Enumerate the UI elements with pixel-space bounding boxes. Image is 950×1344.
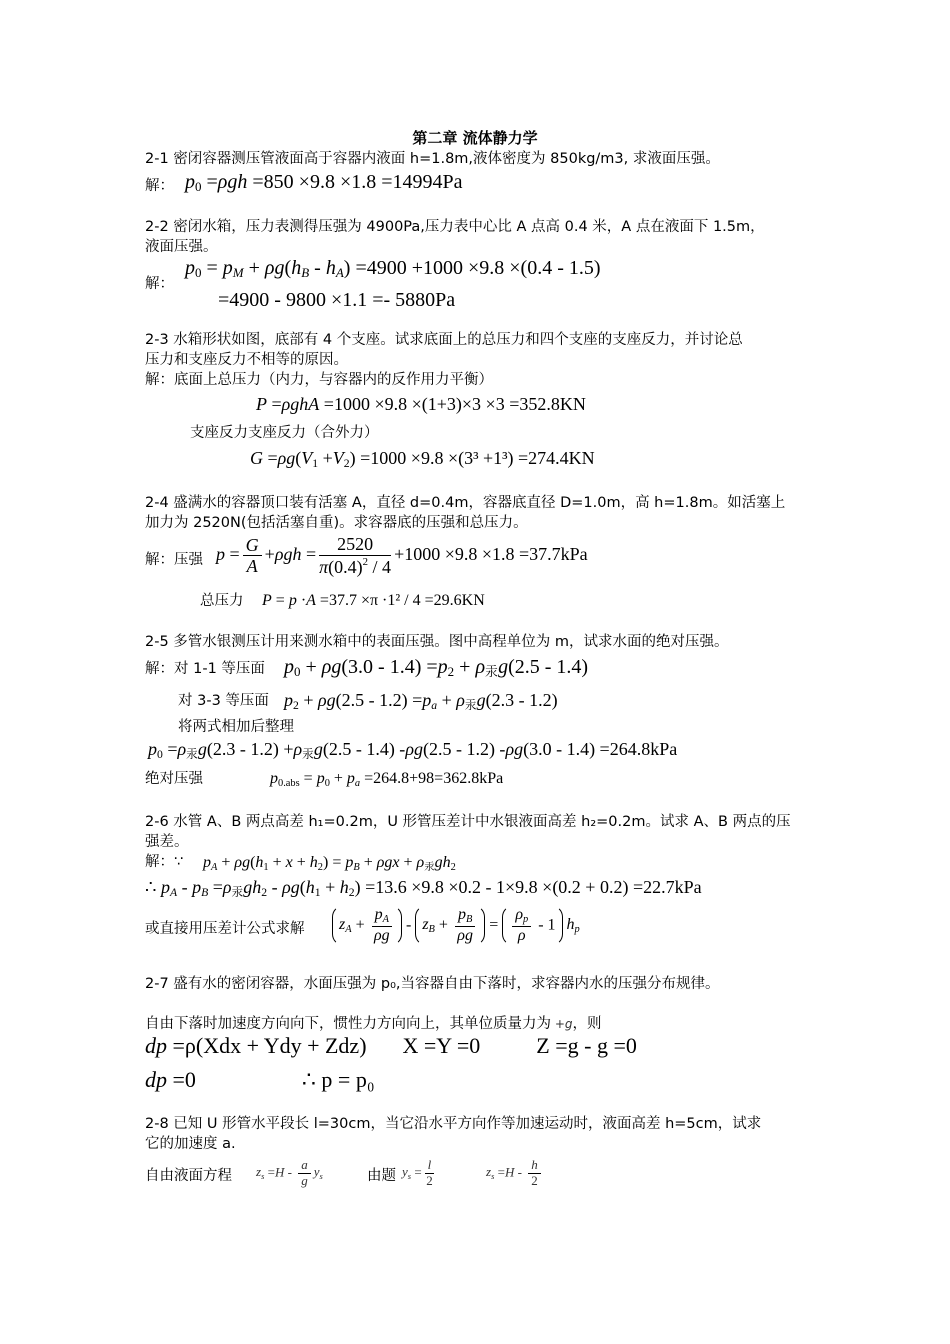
problem-2-8-statement-line2: 它的加速度 a. — [145, 1136, 236, 1152]
problem-2-6-equation-line2: ∴ $p_A - p_B =\rho_汞gh_2 - \rho g(h_1 + h_2) =13.6 \times 9.8 \times 0.2 - 1\times 9.8 \times(0.2 + 0.2) =22.7kPa$ — [145, 877, 702, 899]
problem-2-7-equation-line2: dp =0 ∴ p = p₀ — [145, 1067, 375, 1092]
problem-2-4-solution-line2: 总压力 — [200, 593, 244, 609]
problem-2-2-equation-line1: $p_0 = p_M + \rho g(h_B - h_A) =4900 +1000 \times 9.8 \times(0.4 - 1.5)$ — [185, 257, 601, 280]
problem-2-3-statement-line1: 2-3 水箱形状如图，底部有 4 个支座。试求底面上的总压力和四个支座的支座反力，并讨论总 — [145, 332, 743, 348]
problem-2-7-equation-line1: dp =ρ(Xdx + Ydy + Zdz) X =Y =0 Z =g - g =0 — [145, 1033, 637, 1058]
problem-2-5-statement: 2-5 多管水银测压计用来测水箱中的表面压强。图中高程单位为 m，试求水面的绝对压强。 — [145, 634, 729, 650]
problem-2-1-solution-label: 解： — [145, 178, 174, 194]
problem-2-2-statement-line2: 液面压强。 — [145, 239, 218, 255]
problem-2-8-solution-line1: 自由液面方程 — [145, 1168, 232, 1184]
problem-2-4-equation-line1: p = $\frac{G}{A}$ +ρgh = $\frac{2520}{\pi(0.4)^2 / 4}$ +1000 ×9.8 ×1.8 =37.7kPa — [216, 534, 588, 577]
problem-2-5-equation-line4: $p_{0.abs} = p_0 + p_a =264.8+98=362.8kPa$ — [270, 770, 504, 789]
problem-2-3-equation-line2: $G =\rho g(V_1 +V_2) =1000 \times 9.8 \times(3^3 +1^3) =274.4KN$ — [250, 448, 595, 470]
problem-2-1-equation: $p_0 =\rho gh =850 \times 9.8 \times 1.8 =14994Pa$ — [185, 171, 463, 194]
problem-2-5-solution-line2: 对 3-3 等压面 — [178, 693, 269, 709]
problem-2-4-statement-line1: 2-4 盛满水的容器顶口装有活塞 A，直径 d=0.4m，容器底直径 D=1.0m，高 h=1.8m。如活塞上 — [145, 495, 786, 511]
problem-2-8-statement-line1: 2-8 已知 U 形管水平段长 l=30cm，当它沿水平方向作等加速运动时，液面高差 h=5cm，试求 — [145, 1116, 762, 1132]
problem-2-7-solution-line1: 自由下落时加速度方向向下，惯性力方向向上，其单位质量力为 +g，则 — [145, 1016, 602, 1032]
problem-2-2-solution-label: 解： — [145, 276, 174, 292]
problem-2-3-solution-line2: 支座反力支座反力（合外力） — [190, 425, 379, 441]
problem-2-2-statement-line1: 2-2 密闭水箱，压力表测得压强为 4900Pa,压力表中心比 A 点高 0.4 米，A 点在液面下 1.5m， — [145, 219, 765, 235]
problem-2-3-statement-line2: 压力和支座反力不相等的原因。 — [145, 352, 348, 368]
problem-2-4-statement-line2: 加力为 2520N(包括活塞自重)。求容器底的压强和总压力。 — [145, 515, 528, 531]
problem-2-6-solution-label: 解：∵ — [145, 854, 184, 870]
problem-2-6-statement-line2: 强差。 — [145, 834, 189, 850]
problem-2-5-equation-line1: $p_0 + \rho g(3.0 - 1.4) =p_2 + \rho_汞g(2.5 - 1.4)$ — [284, 656, 589, 679]
problem-2-6-equation-line1: $p_A + \rho g(h_1 + x + h_2) = p_B + \rho gx + \rho_汞gh_2$ — [203, 854, 456, 873]
problem-2-3-solution-line1: 解：底面上总压力（内力，与容器内的反作用力平衡） — [145, 372, 493, 388]
problem-2-3-equation-line1: P =ρghA =1000 ×9.8 ×(1+3)×3 ×3 =352.8KN — [256, 394, 586, 414]
problem-2-5-equation-line3: $p_0 =\rho_汞g(2.3 - 1.2) +\rho_汞g(2.5 - 1.4)$ -ρg(2.5 - 1.2) -ρg(3.0 - 1.4) =264.8kPa — [148, 739, 678, 761]
problem-2-8-equation-ys: $y_s$ = $\frac{l}{2}$ — [402, 1157, 433, 1188]
problem-2-7-statement: 2-7 盛有水的密闭容器，水面压强为 p₀,当容器自由下落时，求容器内水的压强分布规律。 — [145, 976, 720, 992]
problem-2-6-solution-line3: 或直接用压差计公式求解 — [145, 921, 305, 937]
problem-2-2-equation-line2: =4900 - 9800 ×1.1 =- 5880Pa — [218, 289, 456, 311]
problem-2-8-equation-zs: $z_s =H$ - $\frac{h}{2}$ — [486, 1158, 544, 1189]
problem-2-4-solution-line1: 解：压强 — [145, 552, 203, 568]
problem-2-5-solution-line1: 解：对 1-1 等压面 — [145, 661, 265, 677]
problem-2-4-equation-line2: P = p ·A =37.7 ×π ·1² / 4 =29.6KN — [262, 592, 485, 609]
problem-2-6-statement-line1: 2-6 水管 A、B 两点高差 h₁=0.2m，U 形管压差计中水银液面高差 h₂=0.2m。试求 A、B 两点的压 — [145, 814, 791, 830]
problem-2-5-solution-line4: 绝对压强 — [145, 771, 203, 787]
problem-2-8-solution-mid: 由题 — [367, 1168, 396, 1184]
problem-2-1-statement: 2-1 密闭容器测压管液面高于容器内液面 h=1.8m,液体密度为 850kg/m3, 求液面压强。 — [145, 151, 720, 167]
chapter-title: 第二章 流体静力学 — [412, 129, 538, 147]
problem-2-8-equation-free-surface: $z_s =H$ - $\frac{a}{g}$ $y_s$ — [256, 1157, 323, 1188]
problem-2-6-equation-line3: $z_A$ + $\frac{p_A}{\rho g}$ - $z_B$ + $\frac{p_B}{\rho g}$ = $\frac{\rho_p}{\rho}$ - 1 $h_p$ — [332, 905, 580, 946]
problem-2-5-solution-line3: 将两式相加后整理 — [178, 719, 294, 735]
problem-2-5-equation-line2: $p_2 + \rho g(2.5 - 1.2) =p_a + \rho_汞g(2.3 - 1.2)$ — [284, 690, 558, 712]
